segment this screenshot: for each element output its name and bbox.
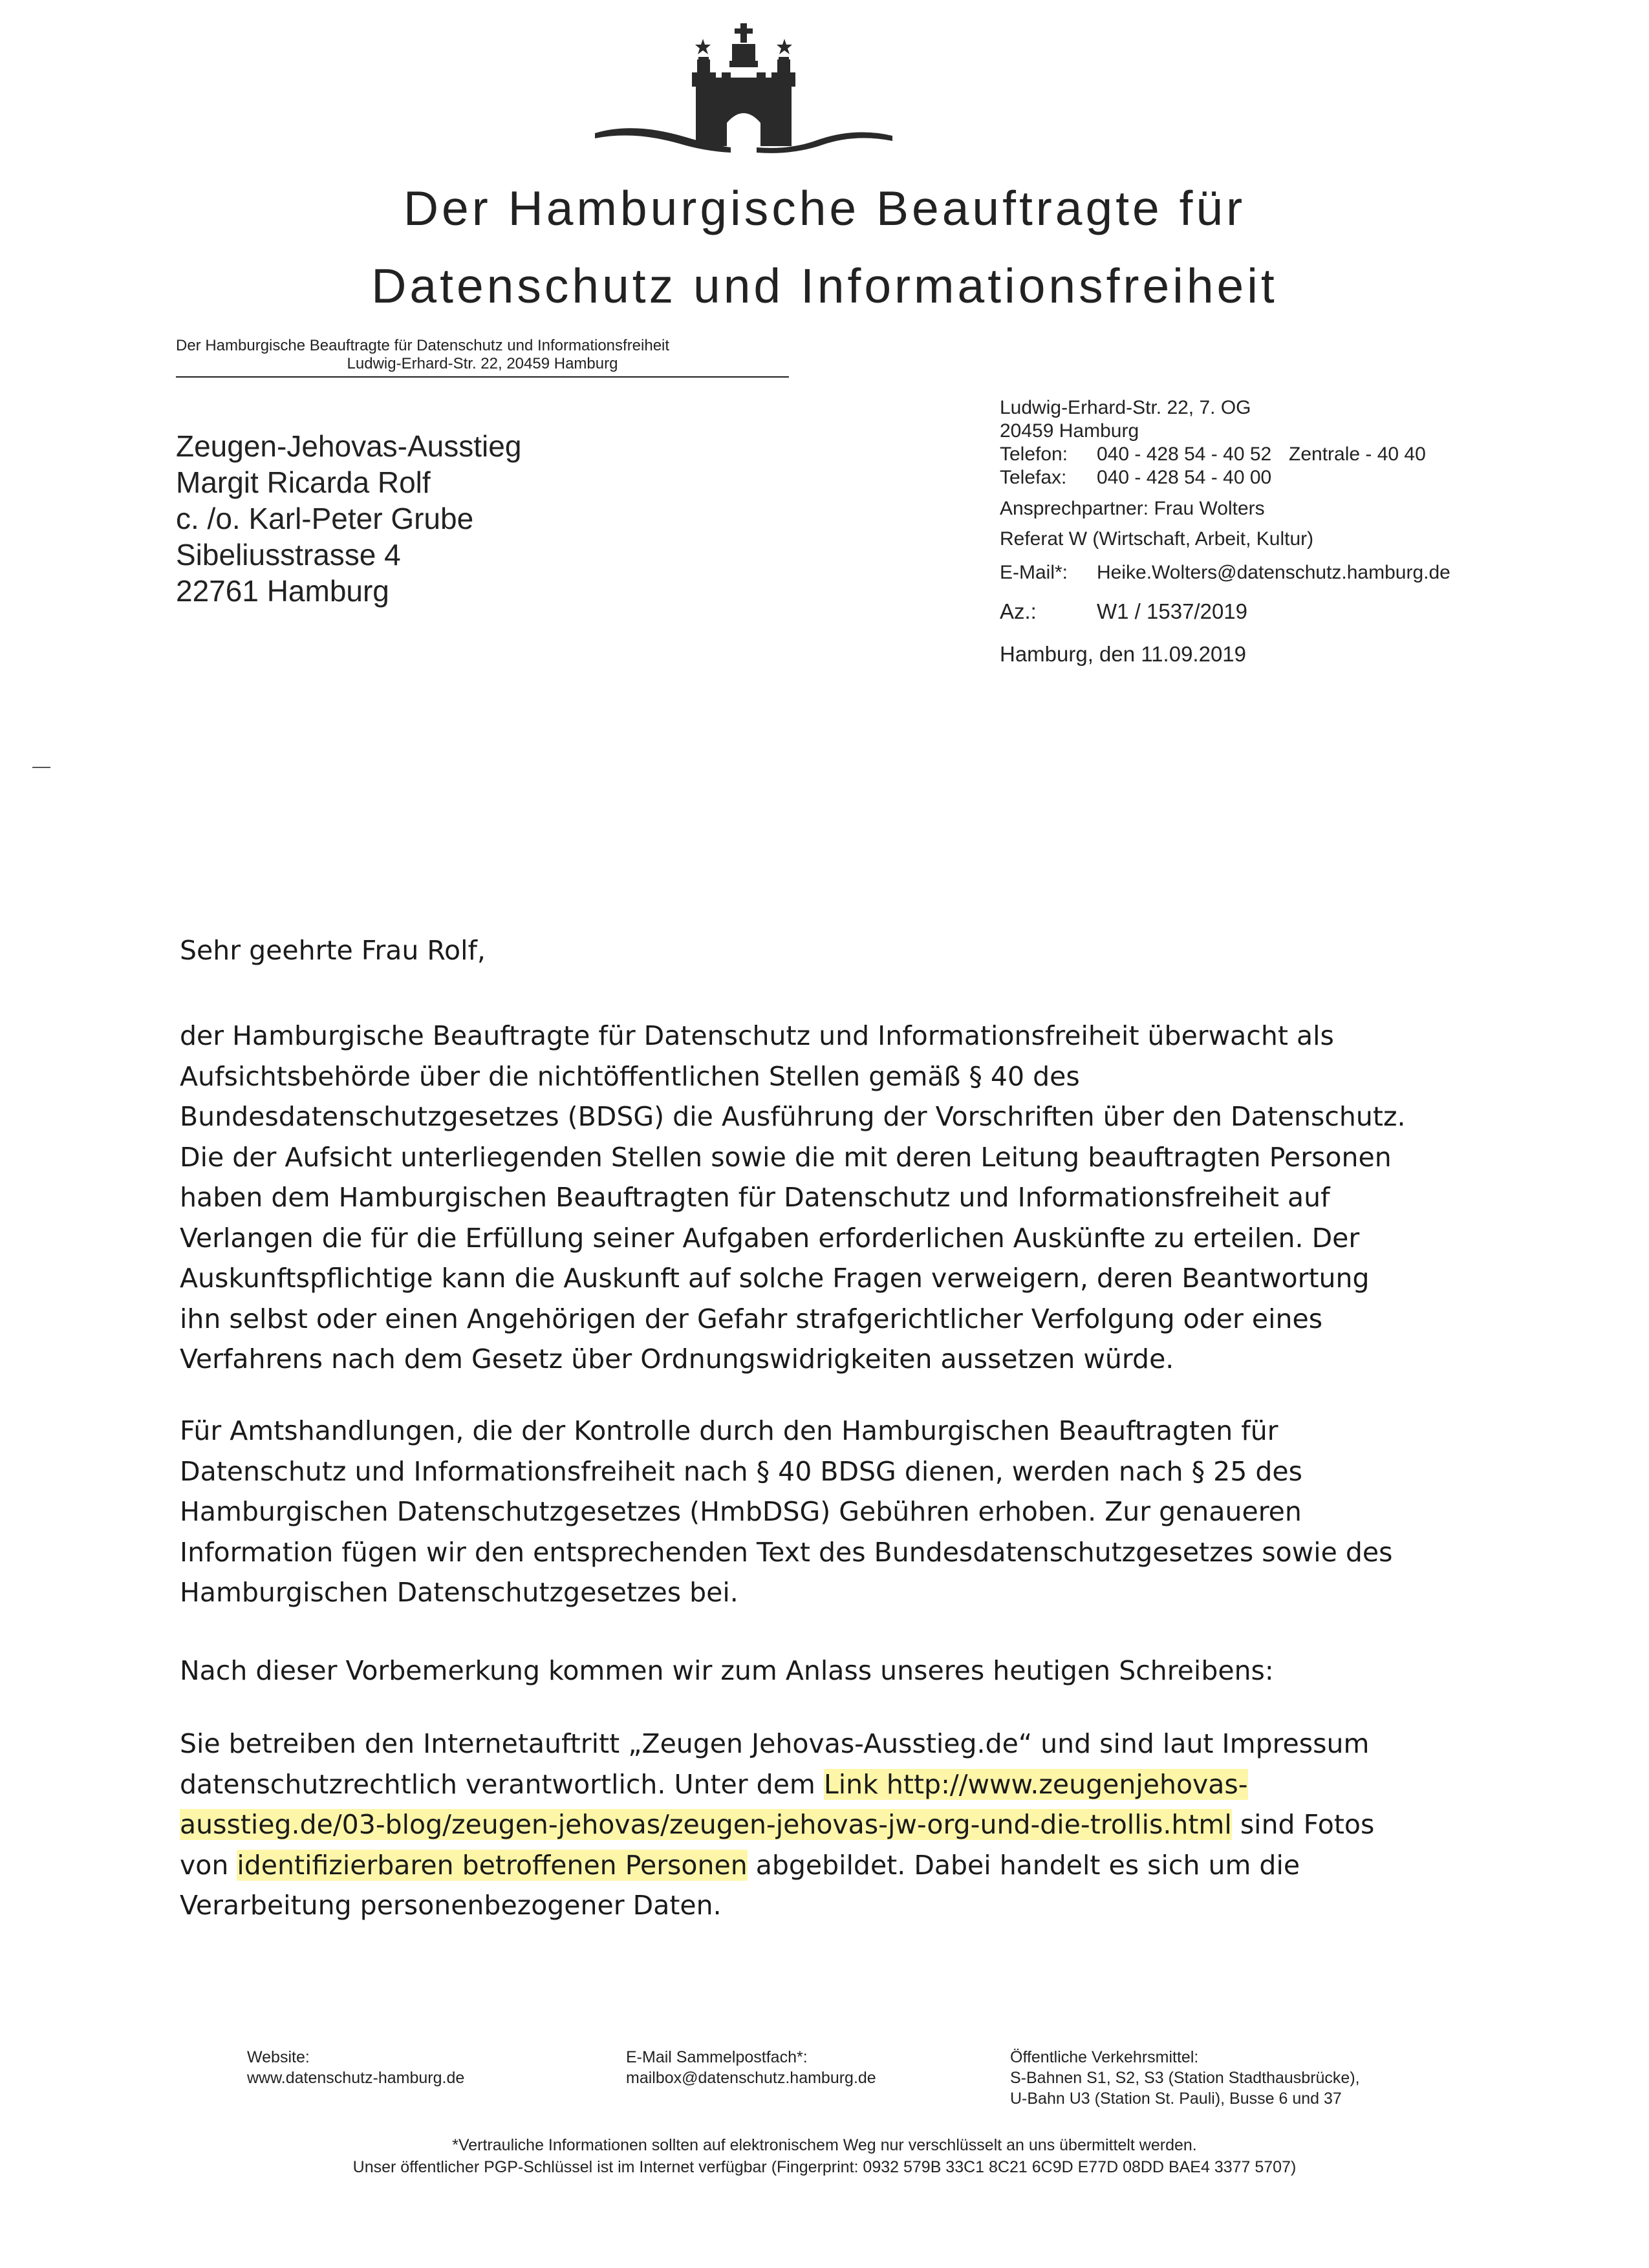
paragraph-line: Verfahrens nach dem Gesetz über Ordnungswidrigkeiten aussetzen würde. [180, 1343, 1174, 1375]
paragraph-line: Bundesdatenschutzgesetzes (BDSG) die Ausführung der Vorschriften über den Datenschutz. [180, 1101, 1406, 1132]
recipient-line: Margit Ricarda Rolf [176, 465, 431, 499]
paragraph-line [180, 1845, 1473, 1886]
paragraph-line: Hamburgischen Datenschutzgesetzes bei. [180, 1577, 738, 1608]
email-address: Heike.Wolters@datenschutz.hamburg.de [1097, 562, 1450, 583]
paragraph-line: Für Amtshandlungen, die der Kontrolle durch den Hamburgischen Beauftragten für [180, 1415, 1278, 1446]
transport-label: Öffentliche Verkehrsmittel: [1010, 2048, 1199, 2066]
email-label: E-Mail*: [1000, 562, 1068, 583]
return-address-underline [176, 376, 789, 378]
fax-row [1000, 466, 1313, 489]
paragraph-line: Die der Aufsicht unterliegenden Stellen sowie die mit deren Leitung beauftragten Personen [180, 1141, 1392, 1173]
mailbox-address: mailbox@datenschutz.hamburg.de [626, 2069, 876, 2087]
paragraph-line: haben dem Hamburgischen Beauftragten für Datenschutz und Informationsfreiheit auf [180, 1182, 1330, 1213]
paragraph-line: Datenschutz und Informationsfreiheit nach § 40 BDSG dienen, werden nach § 25 des [180, 1455, 1302, 1487]
paragraph-line: Information fügen wir den entsprechenden Text des Bundesdatenschutzgesetzes sowie des [180, 1536, 1393, 1568]
footer-mailbox [626, 2047, 876, 2088]
title-line-2: Datenschutz und Informationsfreiheit [371, 259, 1278, 313]
fax-number: 040 - 428 54 - 40 00 [1097, 467, 1272, 488]
return-address [176, 337, 789, 373]
paragraph-line [180, 1804, 1473, 1845]
footnote-line-1: *Vertrauliche Informationen sollten auf elektronischem Weg nur verschlüsselt an uns übermittelt werden. [452, 2136, 1197, 2154]
transport-line: S-Bahnen S1, S2, S3 (Station Stadthausbrücke), [1010, 2069, 1360, 2087]
reference-number: W1 / 1537/2019 [1097, 599, 1247, 623]
return-address-line-1: Der Hamburgische Beauftragte für Datenschutz und Informationsfreiheit [176, 337, 670, 354]
title-line-1: Der Hamburgische Beauftragte für [403, 181, 1246, 235]
paragraph-4 [180, 1724, 1473, 1926]
footnote [0, 2134, 1649, 2178]
mailbox-label: E-Mail Sammelpostfach*: [626, 2048, 808, 2066]
footnote-line-2: Unser öffentlicher PGP-Schlüssel ist im Internet verfügbar (Fingerprint: 0932 579B 33C1 8C21 6C9D E77D 08DD BAE4 3377 5707) [352, 2158, 1297, 2176]
fax-label: Telefax: [1000, 467, 1067, 488]
recipient-line: c. /o. Karl-Peter Grube [176, 502, 474, 535]
recipient-line: 22761 Hamburg [176, 574, 389, 608]
department: Referat W (Wirtschaft, Arbeit, Kultur) [1000, 528, 1314, 550]
paragraph-line: Verarbeitung personenbezogener Daten. [180, 1890, 722, 1921]
return-address-line-2: Ludwig-Erhard-Str. 22, 20459 Hamburg [347, 355, 618, 372]
transport-line: U-Bahn U3 (Station St. Pauli), Busse 6 und 37 [1010, 2090, 1342, 2108]
text-segment: sind Fotos [1231, 1809, 1375, 1840]
sender-info-block [1000, 396, 1450, 666]
phone-row [1000, 443, 1426, 466]
reference-row [1000, 600, 1313, 625]
text-segment: von [180, 1849, 237, 1881]
paragraph-line: Nach dieser Vorbemerkung kommen wir zum Anlass unseres heutigen Schreibens: [180, 1655, 1274, 1686]
contact-person: Ansprechpartner: Frau Wolters [1000, 498, 1265, 519]
paragraph-line: Verlangen die für die Erfüllung seiner Aufgaben erforderlichen Auskünfte zu erteilen. Der [180, 1222, 1360, 1254]
paragraph-line: Auskunftspflichtige kann die Auskunft auf solche Fragen verweigern, deren Beantwortung [180, 1263, 1370, 1294]
paragraph-line: Aufsichtsbehörde über die nichtöffentlichen Stellen gemäß § 40 des [180, 1060, 1080, 1092]
sender-street: Ludwig-Erhard-Str. 22, 7. OG [1000, 397, 1251, 418]
paragraph-line: Sie betreiben den Internetauftritt „Zeugen Jehovas-Ausstieg.de“ und sind laut Impressum [180, 1728, 1370, 1759]
paragraph-line [180, 1764, 1473, 1805]
highlighted-phrase: identifizierbaren betroffenen Personen [237, 1849, 748, 1881]
footer-website [247, 2047, 464, 2088]
phone-label: Telefon: [1000, 444, 1068, 465]
text-segment: abgebildet. Dabei handelt es sich um die [747, 1849, 1300, 1881]
fold-mark [32, 767, 50, 768]
paragraph-line: ihn selbst oder einen Angehörigen der Gefahr strafgerichtlicher Verfolgung oder eines [180, 1303, 1323, 1334]
text-segment: datenschutzrechtlich verantwortlich. Unter dem [180, 1768, 824, 1800]
highlighted-link-url: ausstieg.de/03-blog/zeugen-jehovas/zeugen-jehovas-jw-org-und-die-trollis.html [180, 1809, 1232, 1840]
hamburg-castle-logo [595, 19, 892, 158]
paragraph-line: der Hamburgische Beauftragte für Datenschutz und Informationsfreiheit überwacht als [180, 1020, 1334, 1051]
page-title [0, 169, 1649, 325]
recipient-line: Sibeliusstrasse 4 [176, 538, 401, 572]
recipient-line: Zeugen-Jehovas-Ausstieg [176, 429, 522, 463]
footer-transport [1010, 2047, 1360, 2109]
salutation: Sehr geehrte Frau Rolf, [180, 935, 486, 966]
central-number: Zentrale - 40 40 [1289, 444, 1426, 465]
paragraph-2 [180, 1411, 1473, 1613]
website-url: www.datenschutz-hamburg.de [247, 2069, 465, 2087]
email-row [1000, 561, 1450, 584]
letter-date: Hamburg, den 11.09.2019 [1000, 642, 1246, 666]
website-label: Website: [247, 2048, 310, 2066]
highlighted-link-start: Link http://www.zeugenjehovas- [823, 1768, 1248, 1800]
paragraph-line: Hamburgischen Datenschutzgesetzes (HmbDSG) Gebühren erhoben. Zur genaueren [180, 1496, 1302, 1527]
paragraph-3 [180, 1651, 1473, 1691]
sender-city: 20459 Hamburg [1000, 420, 1139, 442]
recipient-address [176, 428, 521, 609]
paragraph-1 [180, 1016, 1473, 1380]
reference-label: Az.: [1000, 599, 1037, 623]
phone-number: 040 - 428 54 - 40 52 [1097, 444, 1272, 465]
